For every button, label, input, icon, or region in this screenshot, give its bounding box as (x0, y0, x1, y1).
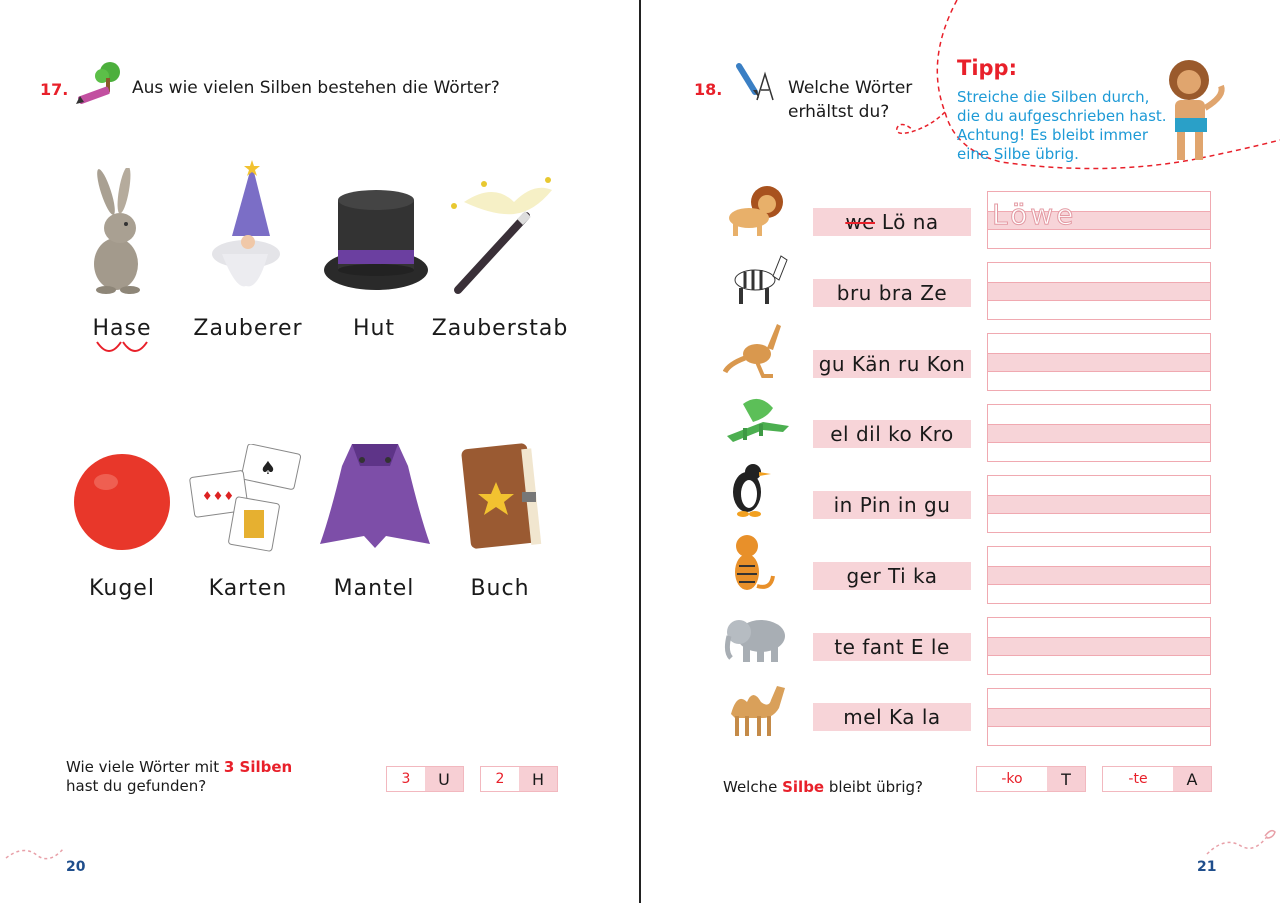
penguin-icon (723, 458, 793, 520)
question-remaining-syllable: Welche Silbe bleibt übrig? (723, 778, 923, 796)
syllables-kamel: mel Ka la (813, 703, 971, 731)
lion-icon (723, 180, 793, 242)
task-instruction: Aus wie vielen Silben bestehen die Wörter? (132, 78, 500, 98)
writing-lines[interactable] (987, 688, 1211, 746)
tipp-text: Streiche die Silben durch, die du aufgeschrieben hast. Achtung! Es bleibt immer eine Silbe übrig. (957, 88, 1167, 163)
answer-option-ko[interactable]: -ko T (976, 766, 1086, 792)
zebra-icon (723, 248, 793, 310)
top-hat-icon (320, 182, 432, 294)
task-instruction: Welche Wörter erhältst du? (788, 78, 913, 122)
writing-lines[interactable] (987, 546, 1211, 604)
rabbit-icon (78, 168, 168, 296)
wizard-icon (196, 158, 286, 293)
word-mantel: Mantel (333, 576, 415, 601)
lion-boy-icon (1155, 56, 1239, 166)
ball-icon (72, 452, 172, 552)
dashed-decoration (1205, 826, 1277, 860)
writing-lines[interactable] (987, 404, 1211, 462)
writing-lines[interactable] (987, 333, 1211, 391)
word-kugel: Kugel (89, 576, 155, 601)
answer-option-te[interactable]: -te A (1102, 766, 1212, 792)
page-number: 20 (66, 859, 86, 875)
pencil-tree-icon (72, 58, 128, 108)
tipp-title: Tipp: (957, 56, 1017, 80)
question-syllables: Wie viele Wörter mit 3 Silben hast du gefunden? (66, 758, 293, 795)
word-hut: Hut (352, 316, 396, 341)
word-karten: Karten (208, 576, 288, 601)
word-zauberstab: Zauberstab (431, 316, 569, 341)
playing-cards-icon (188, 444, 310, 552)
right-page (641, 0, 1280, 903)
answer-option-3[interactable]: 3 U (386, 766, 464, 792)
camel-icon (723, 678, 793, 740)
word-buch: Buch (470, 576, 530, 601)
syllable-arcs (95, 340, 151, 354)
svg-text:♦♦♦: ♦♦♦ (201, 489, 235, 503)
syllables-pinguin: in Pin in gu (813, 491, 971, 519)
elephant-icon (723, 608, 793, 670)
answer-option-2[interactable]: 2 H (480, 766, 558, 792)
writing-lines[interactable] (987, 617, 1211, 675)
syllables-loewe: we Lö na (813, 208, 971, 236)
spell-book-icon (460, 436, 544, 554)
task-number: 17. (40, 80, 69, 99)
writing-lines[interactable]: Löwe (987, 191, 1211, 249)
svg-text:♠: ♠ (259, 458, 277, 479)
crocodile-icon (723, 388, 793, 450)
dashed-decoration (4, 834, 74, 864)
syllables-tiger: ger Ti ka (813, 562, 971, 590)
tiger-icon (723, 532, 793, 594)
cape-icon (316, 436, 434, 554)
syllables-krokodil: el dil ko Kro (813, 420, 971, 448)
task-number: 18. (694, 80, 723, 99)
magic-wand-icon (444, 172, 560, 296)
kangaroo-icon (723, 318, 793, 380)
word-zauberer: Zauberer (193, 316, 303, 341)
writing-lines[interactable] (987, 262, 1211, 320)
pencil-writing-icon (733, 62, 777, 104)
syllables-zebra: bru bra Ze (813, 279, 971, 307)
word-hase: Hase (92, 316, 152, 341)
page-number: 21 (1197, 859, 1217, 875)
writing-lines[interactable] (987, 475, 1211, 533)
syllables-kaenguru: gu Kän ru Kon (813, 350, 971, 378)
syllables-elefant: te fant E le (813, 633, 971, 661)
